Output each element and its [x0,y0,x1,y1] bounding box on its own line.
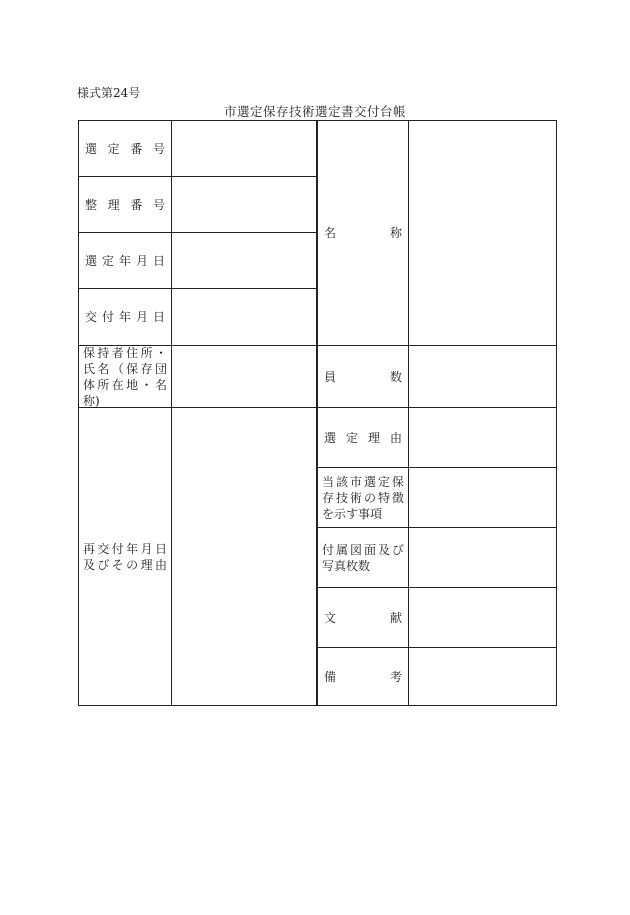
form-number: 様式第24号 [77,86,141,100]
label-char: 理 [367,430,380,445]
label-char: 定 [101,253,114,268]
label-char: 理 [107,197,120,212]
value-issue-date [171,288,318,346]
label-char: 号 [152,197,165,212]
value-features [408,467,557,528]
label-char: 番 [130,197,143,212]
label-line: 及 び そ の 理 由 [83,557,167,572]
label-char: 数 [389,369,402,384]
label-char: 定 [345,430,358,445]
value-selection-reason [408,407,557,468]
label-char: 選 [324,430,337,445]
value-members [408,345,557,408]
label-char: 定 [107,141,120,156]
label-line: 存 技 術 の 特 徴 [322,490,404,505]
label-holder-address-name [78,345,172,408]
value-selection-date [171,232,318,289]
value-name [408,120,557,346]
label-reissue-date-reason [78,407,172,706]
label-line: 保 持 者 住 所 ・ [83,345,167,360]
label-char: 名 [324,226,337,240]
label-issue-date [78,288,172,346]
label-char: 付 [101,310,114,324]
label-reference-number [78,176,172,233]
label-selection-number [78,120,172,177]
value-selection-number [171,120,318,177]
label-line: 付 属 図 面 及 び [322,542,404,557]
label-literature [317,587,409,648]
value-holder-address-name [171,345,318,408]
label-char: 備 [324,669,337,684]
label-features [317,467,409,528]
label-char: 日 [152,310,165,324]
label-line: 再 交 付 年 月 日 [83,541,167,556]
label-char: 称 [389,226,402,240]
label-char: 年 [118,253,131,268]
value-drawings-photos [408,527,557,588]
label-line: 体 所 在 地 ・ 名 [83,377,167,392]
label-char: 号 [152,141,165,156]
label-char: 交 [85,310,98,324]
value-literature [408,587,557,648]
label-char: 選 [85,141,98,156]
form-title: 市選定保存技術選定書交付台帳 [223,104,406,119]
label-line: を示す事項 [322,506,383,521]
value-reissue-date-reason [171,407,318,706]
label-char: 文 [324,610,337,625]
label-selection-reason [317,407,409,468]
label-selection-date [78,232,172,289]
label-line: 当 該 市 選 定 保 [322,474,404,489]
label-drawings-photos [317,527,409,588]
label-char: 献 [389,610,402,625]
value-reference-number [171,176,318,233]
label-line: 写真枚数 [322,558,371,573]
label-line: 氏 名 （ 保 存 団 [83,361,167,376]
label-char: 由 [389,430,402,445]
label-char: 番 [130,141,143,156]
label-char: 選 [85,253,98,268]
registry-form-table [78,120,557,706]
label-char: 月 [135,253,148,268]
value-remarks [408,647,557,706]
label-name [317,120,409,346]
label-char: 整 [85,197,98,212]
label-char: 月 [135,310,148,324]
label-char: 員 [324,369,337,384]
label-char: 日 [152,253,165,268]
label-char: 考 [389,669,402,684]
label-remarks [317,647,409,706]
label-members [317,345,409,408]
label-char: 年 [118,310,131,324]
label-line: 称) [83,393,100,408]
